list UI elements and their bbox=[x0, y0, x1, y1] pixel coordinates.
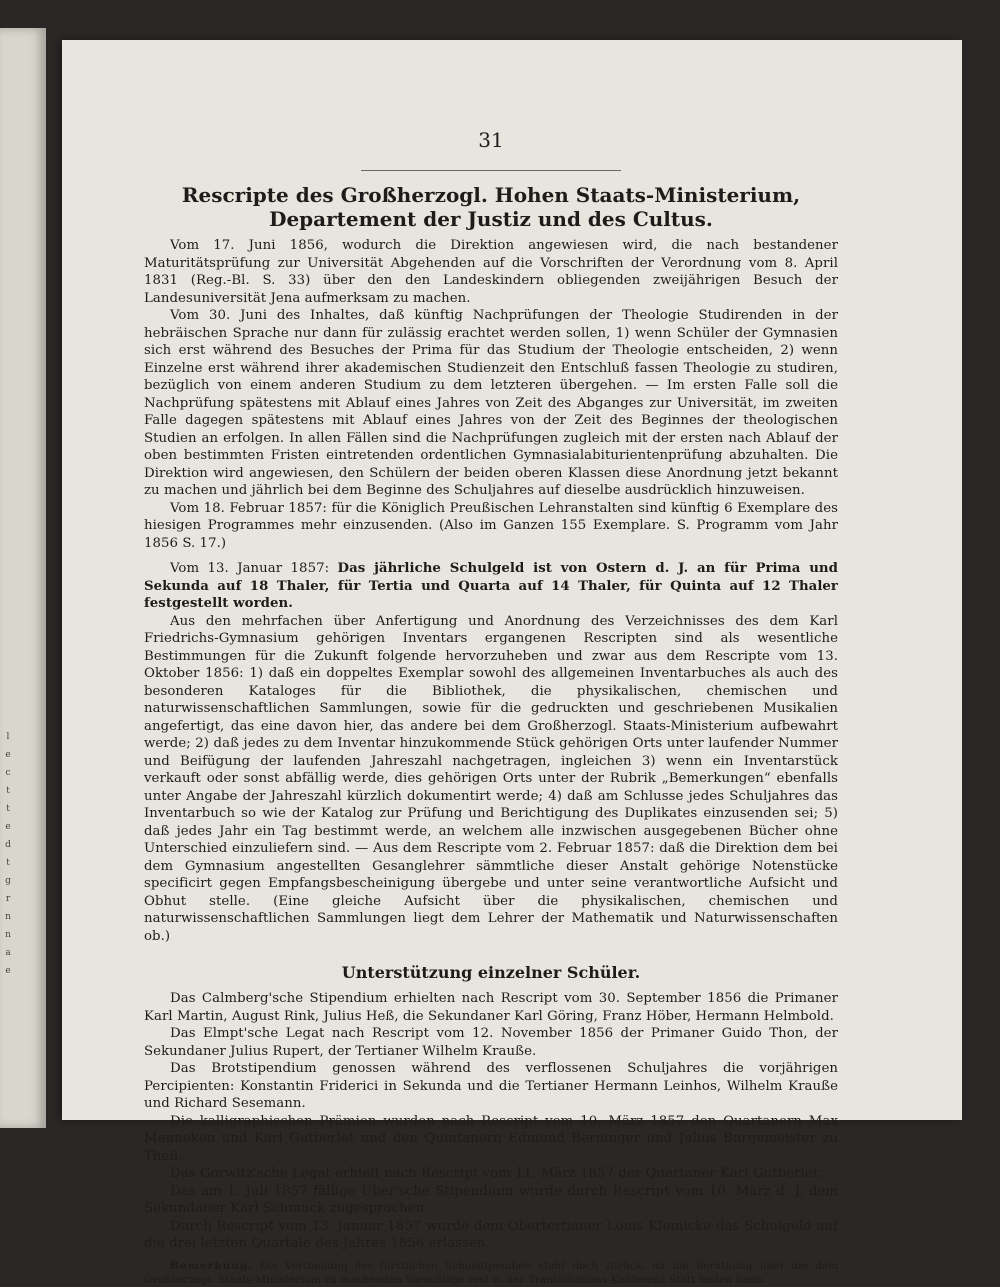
paragraph-lead: Vom 13. Januar 1857: bbox=[170, 561, 338, 576]
school-fee-notice: Das jährliche Schulgeld ist von Ostern d. J. an für Prima und Sekunda auf 18 Thaler, für Tertia und Quarta auf 14 Thaler, für Quinta auf 12 Thaler festgestellt worden. bbox=[144, 561, 838, 611]
footnote-label: Bemerkung. bbox=[170, 1259, 254, 1272]
edge-letter: n bbox=[5, 912, 11, 922]
paragraph: Vom 18. Februar 1857: für die Königlich Preußischen Lehranstalten sind künftig 6 Exemplare des hiesigen Programmes mehr einzusenden. (Also im Ganzen 155 Exemplare. S. Programm vom Jahr 1856 S. 17.) bbox=[144, 500, 838, 551]
edge-letter: e bbox=[5, 750, 11, 760]
edge-letter: l bbox=[6, 732, 10, 742]
edge-letter: c bbox=[5, 768, 11, 778]
edge-letter: n bbox=[5, 930, 11, 940]
page-number: 31 bbox=[478, 128, 504, 152]
facing-page-edge bbox=[0, 28, 46, 1128]
paragraph: Das Elmpt'sche Legat nach Rescript vom 12. November 1856 der Primaner Guido Thon, der Sekundaner Julius Rupert, der Tertianer Wilhelm Kraußе. bbox=[144, 1026, 838, 1059]
paragraph: Das Calmberg'sche Stipendium erhielten nach Rescript vom 30. September 1856 die Primaner Karl Martin, August Rink, Julius Heß, die Sekundaner Karl Göring, Franz Höber, Hermann Helmbold. bbox=[144, 991, 838, 1024]
edge-letter: t bbox=[6, 858, 10, 868]
paragraph bbox=[144, 560, 838, 613]
facing-page-letters bbox=[0, 728, 16, 980]
footnote-text: Die Vertheilung der fürstlichen Schulstipendien steht doch zurück, da die Berathung über die dem Großherzogl. Staats-Ministerium zu machenden Vorschläge erst in der Translokations-Konferenz Statt finden kann. bbox=[144, 1259, 838, 1286]
footnote bbox=[144, 1259, 838, 1287]
edge-letter: r bbox=[5, 894, 11, 904]
page-content bbox=[144, 122, 838, 1287]
paragraph: Durch Rescript vom 13. Januar 1857 wurde dem Obertertianer Louis Kleinicke das Schulgeld auf die drei letzten Quartale des Jahres 1856 erlassen. bbox=[144, 1218, 838, 1251]
edge-letter: t bbox=[6, 804, 10, 814]
paragraph: Das Görwitz'sche Legat erhielt nach Rescript vom 11. März 1857 der Quartaner Karl Gutberlet. bbox=[170, 1166, 823, 1181]
paragraph: Das Brotstipendium genossen während des verflossenen Schuljahres die vorjährigen Percipienten: Konstantin Friderici in Sekunda und die Tertianer Hermann Leinhos, Wilhelm Krauße und Richard Sesemann. bbox=[144, 1061, 838, 1111]
header-rule bbox=[361, 170, 621, 171]
section-title: Rescripte des Großherzogl. Hohen Staats-Ministerium, Departement der Justiz und des Cultus. bbox=[181, 183, 801, 231]
edge-letter: a bbox=[5, 948, 11, 958]
edge-letter: t bbox=[6, 786, 10, 796]
section-title: Unterstützung einzelner Schüler. bbox=[341, 963, 641, 982]
edge-letter: d bbox=[5, 840, 11, 850]
paragraph: Vom 17. Juni 1856, wodurch die Direktion angewiesen wird, die nach bestandener Maturitätsprüfung zur Universität Abgehenden auf die Vorschriften der Verordnung vom 8. April 1831 (Reg.-Bl. S. 33) über den den Landeskindern obliegenden zweijährigen Besuch der Landesuniversität Jena aufmerksam zu machen. bbox=[144, 238, 838, 306]
paragraph: Das am 1. Juli 1857 fällige Uber'sche Stipendium wurde durch Rescript vom 10. März d. J. dem Sekundaner Karl Schmuck zugesprochen. bbox=[144, 1183, 838, 1216]
edge-letter: g bbox=[5, 876, 11, 886]
paragraph: Aus den mehrfachen über Anfertigung und Anordnung des Verzeichnisses des dem Karl Friedrichs-Gymnasium gehörigen Inventars ergangenen Rescripten sind als wesentliche Bestimmungen für die Zukunft folgende hervorzuheben und zwar aus dem Rescripte vom 13. Oktober 1856: 1) daß ein doppeltes Exemplar sowohl des allgemeinen Inventarbuches als auch des besonderen Kataloges für die Bibliothek, die physikalischen, chemischen und naturwissenschaftlichen Sammlungen, sowie für die gedruckten und geschriebenen Musikalien angefertigt, das eine davon hier, das andere bei dem Großherzogl. Staats-Ministerium aufbewahrt werde; 2) daß jedes zu dem Inventar hinzukommende Stück gehörigen Orts unter laufender Nummer und Beifügung der laufenden Jahreszahl nachgetragen, ingleichen 3) wenn ein Inventarstück verkauft oder sonst abfällig werde, dies gehörigen Orts unter der Rubrik „Bemerkungen“ ebenfalls unter Angabe der Jahreszahl kürzlich dokumentirt werde; 4) daß am Schlusse jedes Schuljahres das Inventarbuch so wie der Katalog zur Prüfung und Berichtigung des Duplikates einzusenden sei; 5) daß jedes Jahr ein Tag bestimmt werde, an welchem alle inzwischen ausgegebenen Bücher ohne Unterschied einzuliefern sind. — Aus dem Rescripte vom 2. Februar 1857: daß die Direktion dem bei dem Gymnasium angestellten Gesanglehrer sämmtliche dieser Anstalt gehörige Notenstücke specificirt gegen Empfangsbescheinigung übergebe und unter seine verantwortliche Aufsicht und Obhut stelle. (Eine gleiche Aufsicht über die physikalischen, chemischen und naturwissenschaftlichen Sammlungen liegt dem Lehrer der Mathematik und Naturwissenschaften ob.) bbox=[144, 613, 838, 944]
paragraph: Die kalligraphischen Prämien wurden nach Rescript vom 10. März 1857 den Quartanern Max Menneken und Karl Gutberlet und den Quintanern Edmund Berninger und Julius Burgemeister zu Theil. bbox=[144, 1113, 838, 1164]
edge-letter: e bbox=[5, 822, 11, 832]
paragraph: Vom 30. Juni des Inhaltes, daß künftig Nachprüfungen der Theologie Studirenden in der hebräischen Sprache nur dann für zulässig erachtet werden sollen, 1) wenn Schüler der Gymnasien sich erst während des Besuches der Prima für das Studium der Theologie entscheiden, 2) wenn Einzelne erst während ihrer akademischen Studienzeit den Entschluß fassen Theologie zu studiren, bezüglich von einem anderen Studium zu dem letzteren übergehen. — Im ersten Falle soll die Nachprüfung spätestens mit Ablauf eines Jahres von Zeit des Abganges zur Universität, im zweiten Falle dagegen spätestens mit Ablauf eines Jahres von der Zeit des Beginnes der theologischen Studien an erfolgen. In allen Fällen sind die Nachprüfungen zugleich mit der ersten nach Ablauf der oben bestimmten Fristen eintretenden ordentlichen Gymnasialabiturientenprüfung abzuhalten. Die Direktion wird angewiesen, den Schülern der beiden oberen Klassen diese Anordnung jetzt bekannt zu machen und jährlich bei dem Beginne des Schuljahres auf dieselbe ausdrücklich hinzuweisen. bbox=[144, 308, 838, 498]
document-page bbox=[62, 40, 962, 1286]
edge-letter: e bbox=[5, 966, 11, 976]
